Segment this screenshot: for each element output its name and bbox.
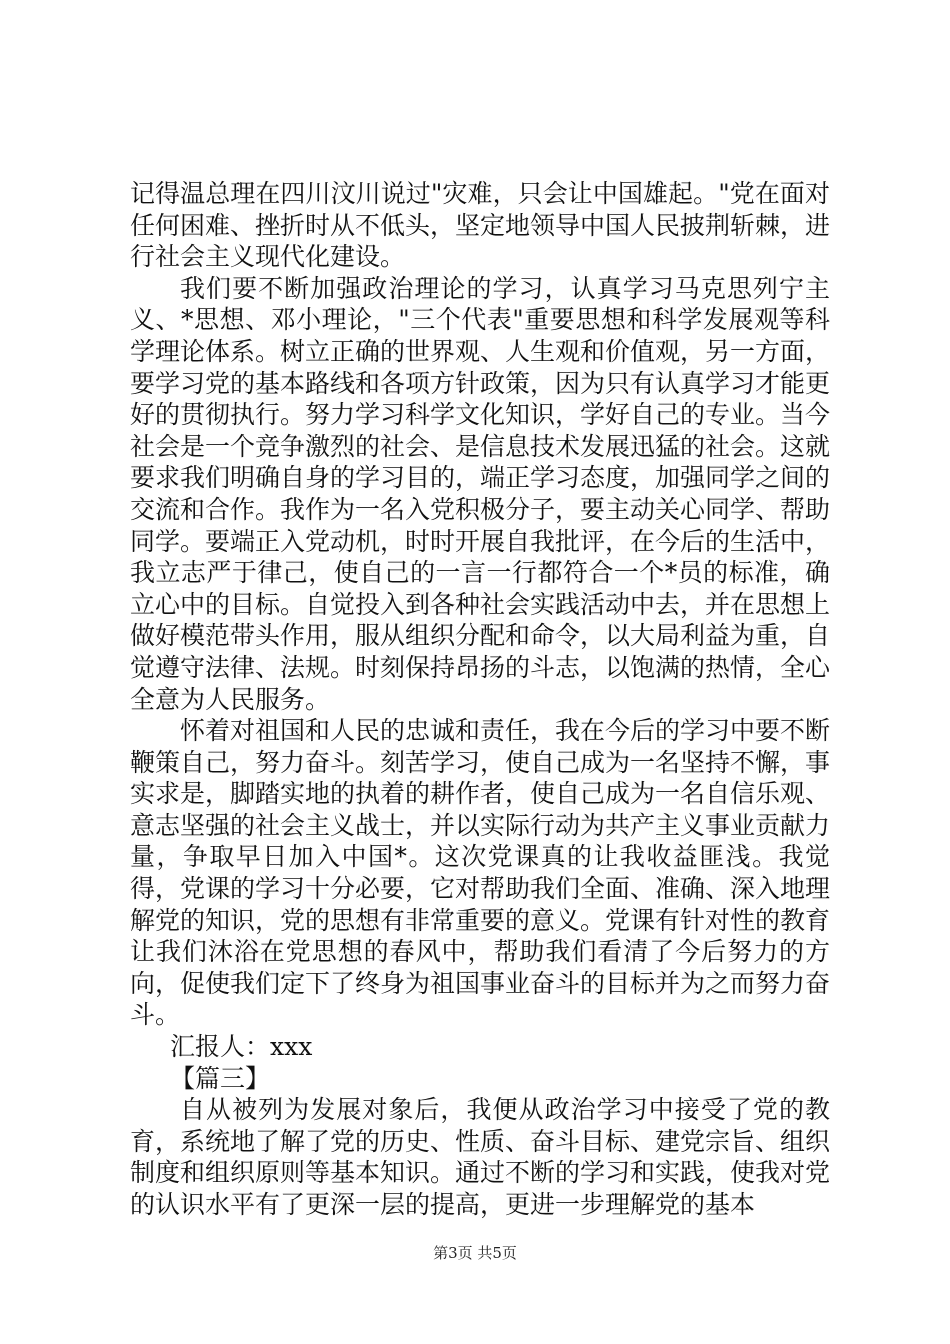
document-body <box>130 178 830 1221</box>
paragraph-continuation: 记得温总理在四川汶川说过"灾难，只会让中国雄起。"党在面对任何困难、挫折时从不低头，坚定地领导中国人民披荆斩棘，进行社会主义现代化建设。 <box>130 179 831 272</box>
page-footer: 第3页 共5页 <box>433 1244 517 1262</box>
paragraph-section-three: 自从被列为发展对象后，我便从政治学习中接受了党的教育，系统地了解了党的历史、性质、奋斗目标、建党宗旨、组织制度和组织原则等基本知识。通过不断的学习和实践，使我对党的认识水平有了更深一层的提高，更进一步理解党的基本 <box>130 1095 831 1219</box>
reporter-line: 汇报人：xxx <box>170 1032 313 1062</box>
paragraph-commitment: 怀着对祖国和人民的忠诚和责任，我在今后的学习中要不断鞭策自己，努力奋斗。刻苦学习，使自己成为一名坚持不懈，事实求是，脚踏实地的执着的耕作者，使自己成为一名自信乐观、意志坚强的社会主义战士，并以实际行动为共产主义事业贡献力量，争取早日加入中国*。这次党课真的让我收益匪浅。我觉得，党课的学习十分必要，它对帮助我们全面、准确、深入地理解党的知识，党的思想有非常重要的意义。党课有针对性的教育让我们沐浴在党思想的春风中，帮助我们看清了今后努力的方向，促使我们定下了终身为祖国事业奋斗的目标并为之而努力奋斗。 <box>130 716 831 1030</box>
section-heading: 【篇三】 <box>170 1063 271 1093</box>
paragraph-political-study: 我们要不断加强政治理论的学习，认真学习马克思列宁主义、*思想、邓小理论，"三个代表"重要思想和科学发展观等科学理论体系。树立正确的世界观、人生观和价值观，另一方面，要学习党的基本路线和各项方针政策，因为只有认真学习才能更好的贯彻执行。努力学习科学文化知识，学好自己的专业。当今社会是一个竞争激烈的社会、是信息技术发展迅猛的社会。这就要求我们明确自身的学习目的，端正学习态度，加强同学之间的交流和合作。我作为一名入党积极分子，要主动关心同学、帮助同学。要端正入党动机，时时开展自我批评，在今后的生活中，我立志严于律己，使自己的一言一行都符合一个*员的标准，确立心中的目标。自觉投入到各种社会实践活动中去，并在思想上做好模范带头作用，服从组织分配和命令，以大局利益为重，自觉遵守法律、法规。时刻保持昂扬的斗志，以饱满的热情，全心全意为人民服务。 <box>130 273 831 714</box>
